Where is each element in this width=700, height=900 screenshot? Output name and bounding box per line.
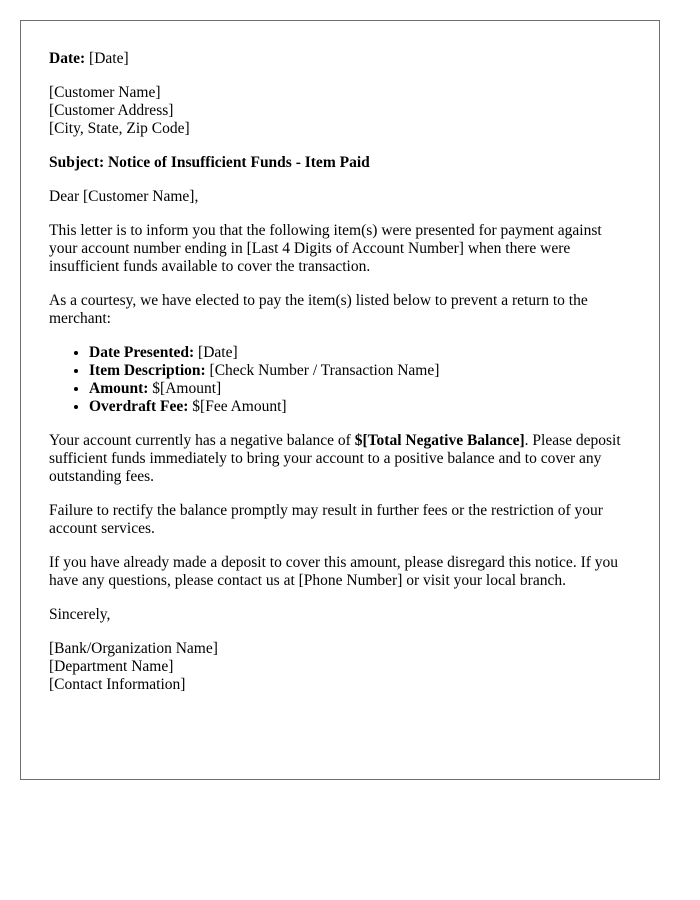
date-label: Date: <box>49 50 86 67</box>
date-value: [Date] <box>89 50 129 67</box>
signature-department: [Department Name] <box>49 658 174 675</box>
contact-paragraph: If you have already made a deposit to cover this amount, please disregard this notice. If you have any questions, please contact us at [Phone Number] or visit your local branch. <box>49 554 619 589</box>
warning-paragraph: Failure to rectify the balance promptly may result in further fees or the restriction of your account services. <box>49 502 603 537</box>
balance-amount: $[Total Negative Balance] <box>354 432 525 449</box>
list-item <box>89 380 631 398</box>
item-list <box>49 344 631 416</box>
signature-contact: [Contact Information] <box>49 676 186 693</box>
list-item <box>89 344 631 362</box>
signature-organization: [Bank/Organization Name] <box>49 640 218 657</box>
item-label: Amount: <box>89 380 149 397</box>
item-value: [Date] <box>198 344 238 361</box>
item-value: [Check Number / Transaction Name] <box>209 362 440 379</box>
balance-text-before: Your account currently has a negative balance of <box>49 432 355 449</box>
subject-text: Subject: Notice of Insufficient Funds - Item Paid <box>49 154 370 171</box>
list-item <box>89 398 631 416</box>
item-label: Date Presented: <box>89 344 195 361</box>
item-label: Item Description: <box>89 362 206 379</box>
letter-page <box>20 20 660 780</box>
recipient-street: [Customer Address] <box>49 102 174 119</box>
courtesy-paragraph: As a courtesy, we have elected to pay the item(s) listed below to prevent a return to the merchant: <box>49 292 588 327</box>
item-label: Overdraft Fee: <box>89 398 189 415</box>
salutation: Dear [Customer Name], <box>49 188 199 205</box>
item-value: $[Fee Amount] <box>192 398 287 415</box>
recipient-name: [Customer Name] <box>49 84 161 101</box>
recipient-city-state-zip: [City, State, Zip Code] <box>49 120 190 137</box>
intro-paragraph: This letter is to inform you that the following item(s) were presented for payment against your account number ending in [Last 4 Digits of Account Number] when there were insufficient funds available to cover the transaction. <box>49 222 602 275</box>
balance-paragraph <box>49 432 631 486</box>
subject-line <box>49 154 631 172</box>
balance-text-after: . Please deposit sufficient funds immediately to bring your account to a positive balance and to cover any outstanding fees. <box>49 432 621 485</box>
list-item <box>89 362 631 380</box>
recipient-address <box>49 84 631 138</box>
closing: Sincerely, <box>49 606 111 623</box>
item-value: $[Amount] <box>152 380 222 397</box>
signature-block <box>49 640 631 694</box>
date-line <box>49 50 631 68</box>
